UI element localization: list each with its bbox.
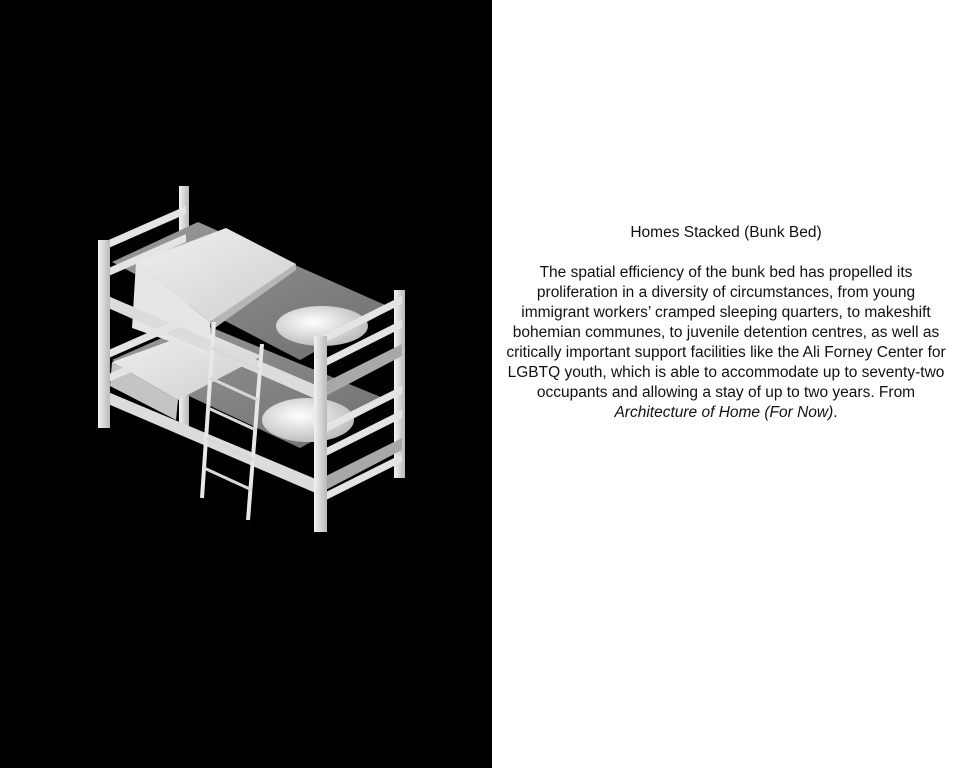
caption xyxy=(506,223,946,423)
caption-suffix: . xyxy=(833,404,838,421)
caption-title: Homes Stacked (Bunk Bed) xyxy=(630,224,822,241)
caption-source-title: Architecture of Home (For Now) xyxy=(614,404,834,421)
caption-body xyxy=(506,263,946,423)
caption-panel xyxy=(492,0,960,768)
caption-body-text: The spatial efficiency of the bunk bed has propelled its proliferation in a diversity of circumstances, from young immigrant workers’ cramped sleeping quarters, to makeshift bohemian communes, to juvenile detention centres, as well as critically important support facilities like the Ali Forney Center for LGBTQ youth, which is able to accommodate up to seventy-two occupants and allowing a stay of up to two years. From xyxy=(506,264,946,401)
